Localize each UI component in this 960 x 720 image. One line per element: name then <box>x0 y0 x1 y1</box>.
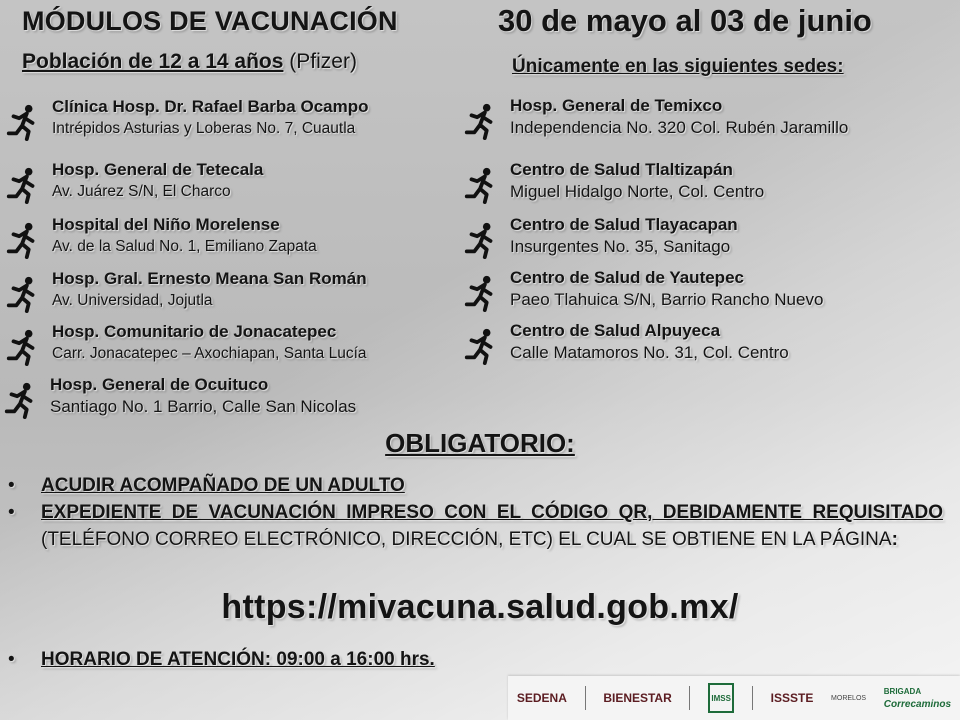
site-address: Av. Universidad, Jojutla <box>52 292 213 309</box>
site-name: Centro de Salud Tlaltizapán <box>510 160 733 179</box>
running-person-icon <box>4 220 42 260</box>
site-name: Clínica Hosp. Dr. Rafael Barba Ocampo <box>52 97 369 116</box>
requirement-item <box>8 499 943 553</box>
site-right-1 <box>462 159 764 205</box>
bullet-dot: • <box>8 475 15 496</box>
bullet-dot: • <box>8 649 15 670</box>
running-person-icon <box>4 165 42 205</box>
bienestar-logo: BIENESTAR <box>603 691 672 705</box>
brigada-correcaminos-logo <box>884 687 951 710</box>
site-right-4 <box>462 320 789 366</box>
population-vaccine: (Pfizer) <box>289 50 357 73</box>
site-left-2 <box>4 214 317 260</box>
site-name: Centro de Salud Tlayacapan <box>510 215 738 234</box>
requirement-record: EXPEDIENTE DE VACUNACIÓN IMPRESO CON EL CÓDIGO QR, DEBIDAMENTE REQUISITADO <box>41 502 943 523</box>
site-name: Centro de Salud Alpuyeca <box>510 321 721 340</box>
site-address: Av. Juárez S/N, El Charco <box>52 183 231 200</box>
site-name: Hosp. General de Ocuituco <box>50 375 269 394</box>
site-address: Paeo Tlahuica S/N, Barrio Rancho Nuevo <box>510 290 824 309</box>
site-address: Independencia No. 320 Col. Rubén Jaramillo <box>510 118 849 137</box>
site-address: Calle Matamoros No. 31, Col. Centro <box>510 343 789 362</box>
site-left-0 <box>4 96 368 142</box>
logo-divider <box>689 686 690 710</box>
site-address: Santiago No. 1 Barrio, Calle San Nicolas <box>50 397 357 416</box>
running-person-icon <box>462 273 500 313</box>
site-name: Hosp. General de Temixco <box>510 96 723 115</box>
site-address: Intrépidos Asturias y Loberas No. 7, Cuautla <box>52 120 356 137</box>
site-left-4 <box>4 321 367 367</box>
site-address: Carr. Jonacatepec – Axochiapan, Santa Lucía <box>52 345 367 362</box>
correcaminos-label: Correcaminos <box>883 698 952 710</box>
running-person-icon <box>462 220 500 260</box>
logo-divider <box>752 686 753 710</box>
site-name: Hospital del Niño Morelense <box>52 215 280 234</box>
requirement-hours: HORARIO DE ATENCIÓN: 09:00 a 16:00 hrs. <box>41 649 435 670</box>
vaccine-url[interactable]: https://mivacuna.salud.gob.mx/ <box>221 588 739 626</box>
logo-bar <box>508 676 960 720</box>
issste-logo: ISSSTE <box>770 691 814 705</box>
running-person-icon <box>462 326 500 366</box>
site-address: Miguel Hidalgo Norte, Col. Centro <box>510 182 765 201</box>
running-person-icon <box>2 380 40 420</box>
site-right-2 <box>462 214 738 260</box>
site-address: Insurgentes No. 35, Sanitago <box>510 237 731 256</box>
logo-divider <box>585 686 586 710</box>
running-person-icon <box>4 327 42 367</box>
sedena-logo: SEDENA <box>516 691 567 705</box>
morelos-logo: MORELOS <box>831 694 867 702</box>
site-right-0 <box>462 95 848 141</box>
requirements-heading-text: OBLIGATORIO: <box>385 428 575 458</box>
date-range: 30 de mayo al 03 de junio <box>498 3 872 38</box>
requirements-list <box>8 472 943 553</box>
site-left-1 <box>4 159 263 205</box>
sedes-heading: Únicamente en las siguientes sedes: <box>512 56 844 77</box>
requirement-adult: ACUDIR ACOMPAÑADO DE UN ADULTO <box>41 475 405 496</box>
poster-title: MÓDULOS DE VACUNACIÓN <box>22 6 398 36</box>
imss-logo: IMSS <box>708 683 734 713</box>
brigada-label: BRIGADA <box>883 686 922 696</box>
site-left-3 <box>4 268 367 314</box>
site-name: Centro de Salud de Yautepec <box>510 268 744 287</box>
site-left-5 <box>2 374 356 420</box>
site-name: Hosp. Gral. Ernesto Meana San Román <box>52 269 367 288</box>
population-line <box>22 50 357 74</box>
population-age: Población de 12 a 14 años <box>22 50 284 73</box>
requirements-heading <box>0 428 960 459</box>
site-address: Av. de la Salud No. 1, Emiliano Zapata <box>52 238 317 255</box>
site-name: Hosp. Comunitario de Jonacatepec <box>52 322 337 341</box>
requirement-item <box>8 472 943 499</box>
requirement-record-details: (TELÉFONO CORREO ELECTRÓNICO, DIRECCIÓN, ETC) EL CUAL SE OBTIENE EN LA PÁGINA <box>41 529 892 550</box>
running-person-icon <box>462 101 500 141</box>
running-person-icon <box>4 102 42 142</box>
requirement-colon: : <box>891 529 898 550</box>
site-right-3 <box>462 267 823 313</box>
site-name: Hosp. General de Tetecala <box>52 160 264 179</box>
bullet-dot: • <box>8 502 15 523</box>
running-person-icon <box>4 274 42 314</box>
requirement-item <box>8 646 943 673</box>
running-person-icon <box>462 165 500 205</box>
